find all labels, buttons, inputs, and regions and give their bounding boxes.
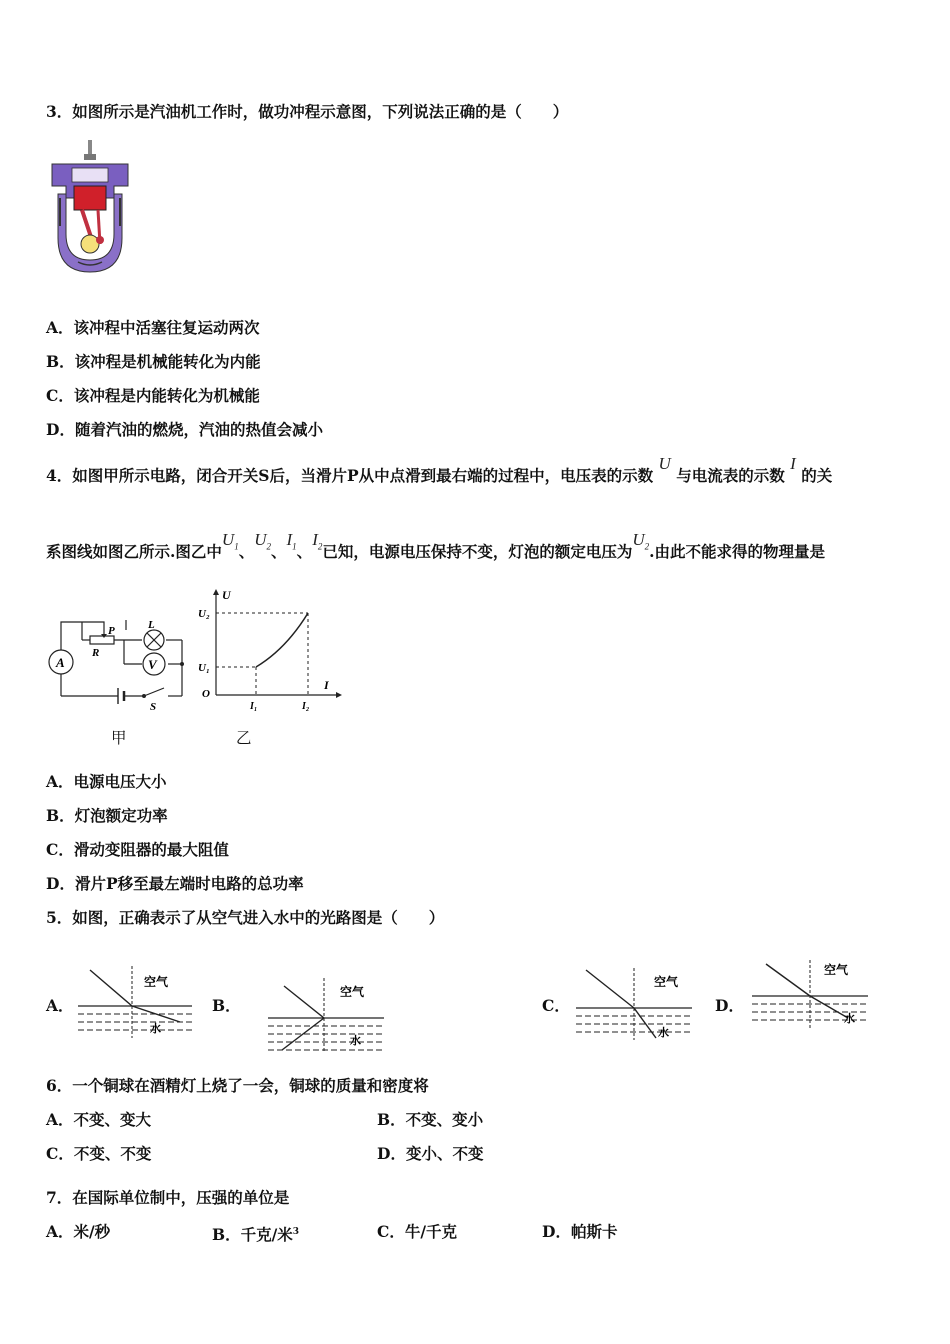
q7-option-c: C．牛/千克 bbox=[377, 1222, 457, 1241]
graph-tick-u2: U₂ bbox=[198, 608, 210, 620]
q7-option-b: B．千克/米$^3$ bbox=[212, 1225, 300, 1245]
q4-stem-line1: 4．如图甲所示电路，闭合开关S后，当滑片P从中点滑到最右端的过程中，电压表的示数 U 与电流表的示数 I 的关 bbox=[46, 454, 833, 485]
label-r: R bbox=[92, 647, 100, 659]
q5-label-c: C． bbox=[542, 996, 570, 1015]
q7-stem: 7．在国际单位制中，压强的单位是 bbox=[46, 1188, 290, 1207]
graph-origin: O bbox=[202, 688, 210, 700]
q5-diagram-c bbox=[572, 964, 698, 1044]
q6-stem: 6．一个铜球在酒精灯上烧了一会，铜球的质量和密度将 bbox=[46, 1076, 429, 1095]
q4-option-a: A．电源电压大小 bbox=[46, 772, 167, 791]
symbol-i: I bbox=[790, 454, 796, 473]
figure-label-yi: 乙 bbox=[236, 729, 252, 747]
label-voltmeter: V bbox=[148, 657, 157, 672]
q5c-air: 空气 bbox=[654, 975, 679, 989]
symbol-u1: $U_1$ bbox=[221, 530, 239, 552]
q3-option-d: D．随着汽油的燃烧，汽油的热值会减小 bbox=[46, 420, 323, 439]
circuit-diagram bbox=[44, 612, 194, 742]
symbol-i2: $I_2$ bbox=[312, 530, 323, 552]
symbol-u: U bbox=[658, 454, 671, 473]
ui-graph bbox=[196, 585, 346, 715]
symbol-u2-rated: $U_2$ bbox=[632, 530, 650, 552]
graph-tick-u1: U₁ bbox=[198, 662, 210, 674]
q3-stem: 3．如图所示是汽油机工作时，做功冲程示意图，下列说法正确的是（ ） bbox=[46, 102, 569, 121]
q5-label-d: D． bbox=[715, 996, 744, 1015]
figure-label-jia: 甲 bbox=[111, 729, 127, 747]
q4-stem-line2: 系图线如图乙所示.图乙中$U_1$、$U_2$、$I_1$、$I_2$已知，电源电压保持不变，灯泡的额定电压为$U_2$.由此不能求得的物理量是 bbox=[46, 530, 826, 561]
q3-option-c: C．该冲程是内能转化为机械能 bbox=[46, 386, 260, 405]
q6-option-b: B．不变、变小 bbox=[377, 1110, 484, 1129]
q5b-air: 空气 bbox=[340, 985, 365, 999]
label-ammeter: A bbox=[56, 655, 65, 670]
q3-option-a: A．该冲程中活塞往复运动两次 bbox=[46, 318, 260, 337]
q5-diagram-a bbox=[72, 962, 198, 1042]
label-p: P bbox=[108, 625, 115, 637]
rheostat-icon bbox=[90, 636, 114, 644]
q5d-air: 空气 bbox=[824, 963, 849, 977]
symbol-u2: $U_2$ bbox=[254, 530, 271, 552]
q5b-water: 水 bbox=[350, 1035, 361, 1047]
graph-tick-i2: I₂ bbox=[302, 701, 310, 712]
q6-option-d: D．变小、不变 bbox=[377, 1144, 484, 1163]
engine-diagram bbox=[44, 138, 136, 278]
q5-diagram-b bbox=[264, 972, 390, 1056]
label-l: L bbox=[148, 619, 155, 631]
q5d-water: 水 bbox=[844, 1013, 855, 1025]
q4-option-b: B．灯泡额定功率 bbox=[46, 806, 168, 825]
q5-stem: 5．如图，正确表示了从空气进入水中的光路图是（ ） bbox=[46, 908, 445, 927]
q7-option-a: A．米/秒 bbox=[46, 1222, 111, 1241]
graph-curve bbox=[256, 613, 308, 667]
graph-axis-i: I bbox=[324, 678, 329, 692]
symbol-i1: $I_1$ bbox=[286, 530, 297, 552]
q5-label-a: A． bbox=[46, 996, 74, 1015]
q4-option-d: D．滑片P移至最左端时电路的总功率 bbox=[46, 874, 304, 893]
q3-option-b: B．该冲程是机械能转化为内能 bbox=[46, 352, 261, 371]
graph-axis-u: U bbox=[222, 588, 231, 602]
q7-option-b-sup: 3 bbox=[292, 1227, 300, 1237]
q5-label-b: B． bbox=[212, 996, 241, 1015]
q6-option-a: A．不变、变大 bbox=[46, 1110, 152, 1129]
q6-option-c: C．不变、不变 bbox=[46, 1144, 152, 1163]
q5a-air: 空气 bbox=[144, 975, 169, 989]
label-s: S bbox=[150, 701, 157, 713]
q4-option-c: C．滑动变阻器的最大阻值 bbox=[46, 840, 229, 859]
graph-tick-i1: I₁ bbox=[250, 701, 258, 712]
q5a-water: 水 bbox=[150, 1023, 161, 1035]
q7-option-d: D．帕斯卡 bbox=[542, 1222, 618, 1241]
q5-diagram-d bbox=[748, 956, 874, 1036]
q5c-water: 水 bbox=[658, 1027, 669, 1039]
